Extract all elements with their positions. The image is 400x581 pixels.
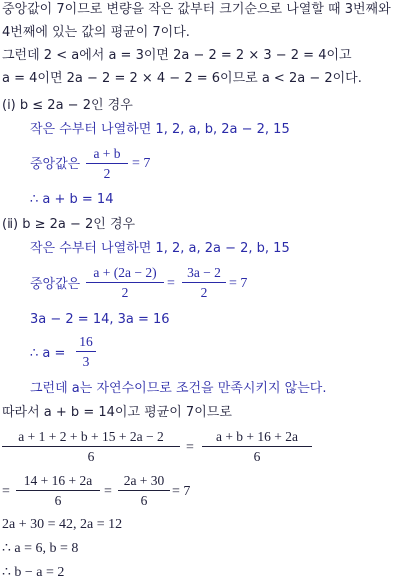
case-1-order: 작은 수부터 나열하면 1, 2, a, b, 2a − 2, 15 <box>30 122 290 137</box>
equals-sign: = <box>167 276 175 291</box>
case-2-order: 작은 수부터 나열하면 1, 2, a, 2a − 2, b, 15 <box>30 241 290 256</box>
fraction-numerator: 2a + 30 <box>123 473 165 488</box>
fraction-denominator: 2 <box>103 166 111 181</box>
intro-line-2: 4번째에 있는 값의 평균이 7이다. <box>2 25 190 40</box>
fraction-denominator: 6 <box>54 493 62 508</box>
equals-sign: = <box>186 440 194 455</box>
equals-sign: = <box>2 484 10 499</box>
case-2-heading: (ⅱ) b ≥ 2a − 2인 경우 <box>2 217 136 232</box>
fraction-denominator: 6 <box>253 449 261 464</box>
fraction-numerator: a + (2a − 2) <box>93 265 157 280</box>
fraction-numerator: a + b <box>93 146 121 161</box>
mean-fraction-1 <box>2 428 180 465</box>
case-2-rejection: 그런데 a는 자연수이므로 조건을 만족시키지 않는다. <box>30 381 327 396</box>
fraction-numerator: 14 + 16 + 2a <box>23 473 93 488</box>
fraction-numerator: a + b + 16 + 2a <box>215 429 299 444</box>
fraction-bar <box>16 490 100 491</box>
fraction-denominator: 2 <box>121 285 129 300</box>
case-2-median-label: 중앙값은 <box>30 277 81 292</box>
condition-line-2: a = 4이면 2a − 2 = 2 × 4 − 2 = 6이므로 a < 2a − 2이다. <box>2 71 362 86</box>
fraction-bar <box>86 282 164 283</box>
fraction-bar <box>118 490 170 491</box>
case-1-median-result: = 7 <box>132 156 151 171</box>
case-2-equation: 3a − 2 = 14, 3a = 16 <box>30 312 170 327</box>
case-2-therefore-label: ∴ a = <box>30 346 66 361</box>
fraction-denominator: 6 <box>87 449 95 464</box>
fraction-denominator: 3 <box>82 354 90 369</box>
case-2-a-fraction <box>76 333 96 370</box>
case-2-median-result: = 7 <box>229 276 248 291</box>
mean-result: = 7 <box>172 484 191 499</box>
fraction-numerator: 3a − 2 <box>187 265 221 280</box>
case-2-median-fraction-1 <box>86 264 164 301</box>
case-1-conclusion: ∴ a + b = 14 <box>30 192 114 207</box>
case-1-median-fraction <box>86 145 128 182</box>
fraction-numerator: 16 <box>79 334 93 349</box>
solve-values: ∴ a = 6, b = 8 <box>2 541 79 556</box>
intro-line-1: 중앙값이 7이므로 변량을 작은 값부터 크기순으로 나열할 때 3번째와 <box>2 2 391 17</box>
fraction-numerator: a + 1 + 2 + b + 15 + 2a − 2 <box>18 429 164 444</box>
case-1-median-label: 중앙값은 <box>30 157 81 172</box>
fraction-bar <box>182 282 226 283</box>
fraction-bar <box>76 351 96 352</box>
mean-fraction-3 <box>16 472 100 509</box>
fraction-bar <box>202 446 312 447</box>
condition-line-1: 그런데 2 < a에서 a = 3이면 2a − 2 = 2 × 3 − 2 = 4이고 <box>2 48 352 63</box>
case-1-heading: (ⅰ) b ≤ 2a − 2인 경우 <box>2 98 133 113</box>
equals-sign: = <box>104 484 112 499</box>
fraction-bar <box>2 446 180 447</box>
fraction-denominator: 6 <box>140 493 148 508</box>
case-2-median-fraction-2 <box>182 264 226 301</box>
fraction-denominator: 2 <box>200 285 208 300</box>
solve-equation: 2a + 30 = 42, 2a = 12 <box>2 517 123 532</box>
mean-statement: 따라서 a + b = 14이고 평균이 7이므로 <box>2 405 232 420</box>
final-answer: ∴ b − a = 2 <box>2 565 65 580</box>
mean-fraction-2 <box>202 428 312 465</box>
mean-fraction-4 <box>118 472 170 509</box>
fraction-bar <box>86 163 128 164</box>
